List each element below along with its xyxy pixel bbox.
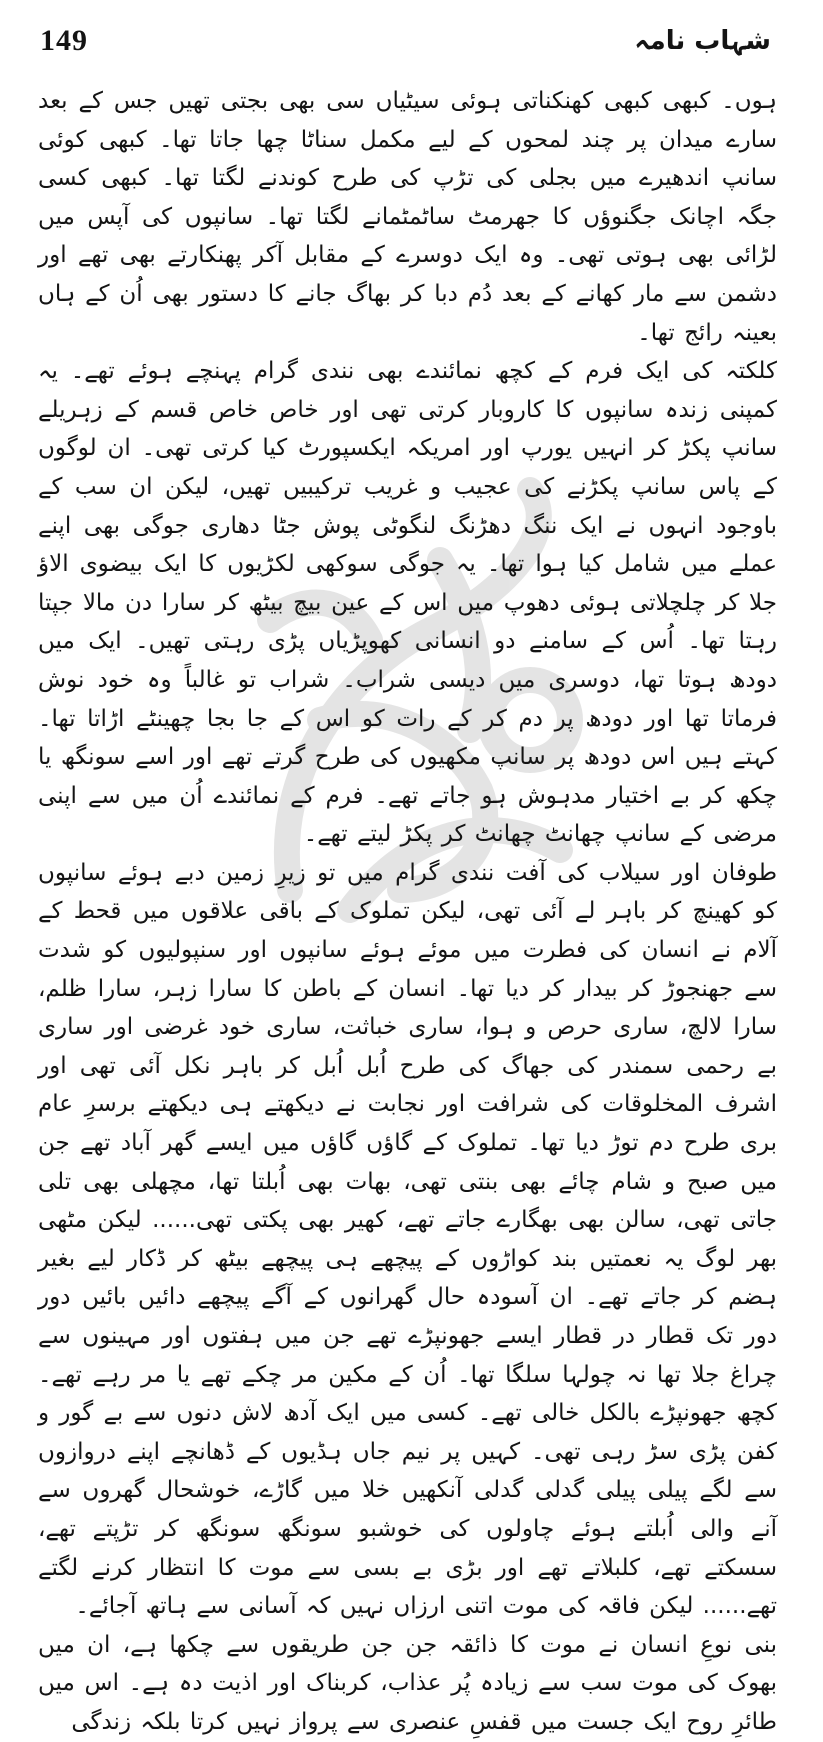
page-number: 149 <box>40 24 88 57</box>
paragraph-2: کلکتہ کی ایک فرم کے کچھ نمائندے بھی نندی گرام پہنچے ہوئے تھے۔ یہ کمپنی زندہ سانپوں کا کاروبار کرتی تھی اور خاص خاص قسم کے زہریلے سانپ پکڑ کر انہیں یورپ اور امریکہ ایکسپورٹ کیا کرتی تھی۔ ان لوگوں کے پاس سانپ پکڑنے کی عجیب و غریب ترکیبیں تھیں، لیکن ان سب کے باوجود انہوں نے ایک ننگ دھڑنگ لنگوٹی پوش جٹا دھاری جوگی بھی اپنے عملے میں شامل کیا ہوا تھا۔ یہ جوگی سوکھی لکڑیوں کا ایک بیضوی الاؤ جلا کر چلچلاتی ہوئی دھوپ میں اس کے عین بیچ بیٹھ کر سارا دن مالا جپتا رہتا تھا۔ اُس کے سامنے دو انسانی کھوپڑیاں پڑی رہتی تھیں۔ ایک میں دودھ ہوتا تھا، دوسری میں دیسی شراب۔ شراب تو غالباً وہ خود نوش فرماتا تھا اور دودھ پر دم کر کے رات کو اس کے جا بجا چھینٹے اڑاتا تھا۔ کہتے ہیں اس دودھ پر سانپ مکھیوں کی طرح گرتے تھے اور اسے سونگھ یا چکھ کر بے اختیار مدہوش ہو جاتے تھے۔ فرم کے نمائندے اُن میں سے اپنی مرضی کے سانپ چھانٹ چھانٹ کر پکڑ لیتے تھے۔ <box>38 358 777 848</box>
body-text <box>38 82 777 1735</box>
running-title: شہاب نامہ <box>634 26 771 56</box>
paragraph-3: طوفان اور سیلاب کی آفت نندی گرام میں تو زیرِ زمین دبے ہوئے سانپوں کو کھینچ کر باہر لے آئی تھی، لیکن تملوک کے باقی علاقوں میں قحط کے آلام نے انسان کی فطرت میں موئے ہوئے سانپوں اور سنپولیوں کو شدت سے جھنجوڑ کر بیدار کر دیا تھا۔ انسان کے باطن کا سارا زہر، سارا ظلم، سارا لالچ، ساری حرص و ہوا، ساری خباثت، ساری خود غرضی اور ساری بے رحمی سمندر کی جھاگ کی طرح اُبل اُبل کر باہر نکل آئی تھی اور اشرف المخلوقات کی شرافت اور نجابت نے دیکھتے ہی دیکھتے برسرِ عام بری طرح دم توڑ دیا تھا۔ تملوک کے گاؤں گاؤں میں ایسے گھر آباد تھے جن میں صبح و شام چائے بھی بنتی تھی، بھات بھی اُبلتا تھا، مچھلی بھی تلی جاتی تھی، سالن بھی بھگارے جاتے تھے، کھیر بھی پکتی تھی...... لیکن مٹھی بھر لوگ یہ نعمتیں بند کواڑوں کے پیچھے ہی پیچھے بیٹھ کر ڈکار لیے بغیر ہضم کر جاتے تھے۔ ان آسودہ حال گھرانوں کے آگے پیچھے دائیں بائیں دور دور تک قطار در قطار ایسے جھونپڑے تھے جن میں ہفتوں اور مہینوں سے چراغ جلا تھا نہ چولہا سلگا تھا۔ اُن کے مکین مر چکے تھے یا مر رہے تھے۔ کچھ جھونپڑے بالکل خالی تھے۔ کسی میں ایک آدھ لاش دنوں سے بے گور و کفن پڑی سڑ رہی تھی۔ کہیں پر نیم جاں ہڈیوں کے ڈھانچے اپنے دروازوں سے لگے پیلی پیلی گدلی گدلی آنکھیں خلا میں گاڑے، خوشحال گھروں سے آنے والی اُبلتے ہوئے چاولوں کی خوشبو سونگھ سونگھ کر تڑپتے تھے، سسکتے تھے، کلبلاتے تھے اور بڑی بے بسی سے موت کا انتظار کرنے لگتے تھے...... لیکن فاقہ کی موت اتنی ارزاں نہیں کہ آسانی سے ہاتھ آجائے۔ <box>38 859 777 1620</box>
page-header <box>40 22 771 70</box>
paragraph-1: ہوں۔ کبھی کبھی کھنکناتی ہوئی سیٹیاں سی بھی بجتی تھیں جس کے بعد سارے میدان پر چند لمحوں کے لیے مکمل سناٹا چھا جاتا تھا۔ کبھی کوئی سانپ اندھیرے میں بجلی کی تڑپ کی طرح کوندنے لگتا تھا۔ کبھی کسی جگہ اچانک جگنوؤں کا جھرمٹ ساٹمٹمانے لگتا تھا۔ سانپوں کی آپس میں لڑائی بھی ہوتی تھی۔ وہ ایک دوسرے کے مقابل آکر پھنکارتے بھی تھے اور دشمن سے مار کھانے کے بعد دُم دبا کر بھاگ جانے کا دستور بھی اُن کے ہاں بعینہ رائج تھا۔ <box>38 88 777 346</box>
paragraph-4: بنی نوعِ انسان نے موت کا ذائقہ جن جن طریقوں سے چکھا ہے، ان میں بھوک کی موت سب سے زیادہ پُر عذاب، کربناک اور اذیت دہ ہے۔ اس میں طائرِ روح ایک جست میں قفسِ عنصری سے پرواز نہیں کرتا بلکہ زندگی <box>38 1631 777 1735</box>
